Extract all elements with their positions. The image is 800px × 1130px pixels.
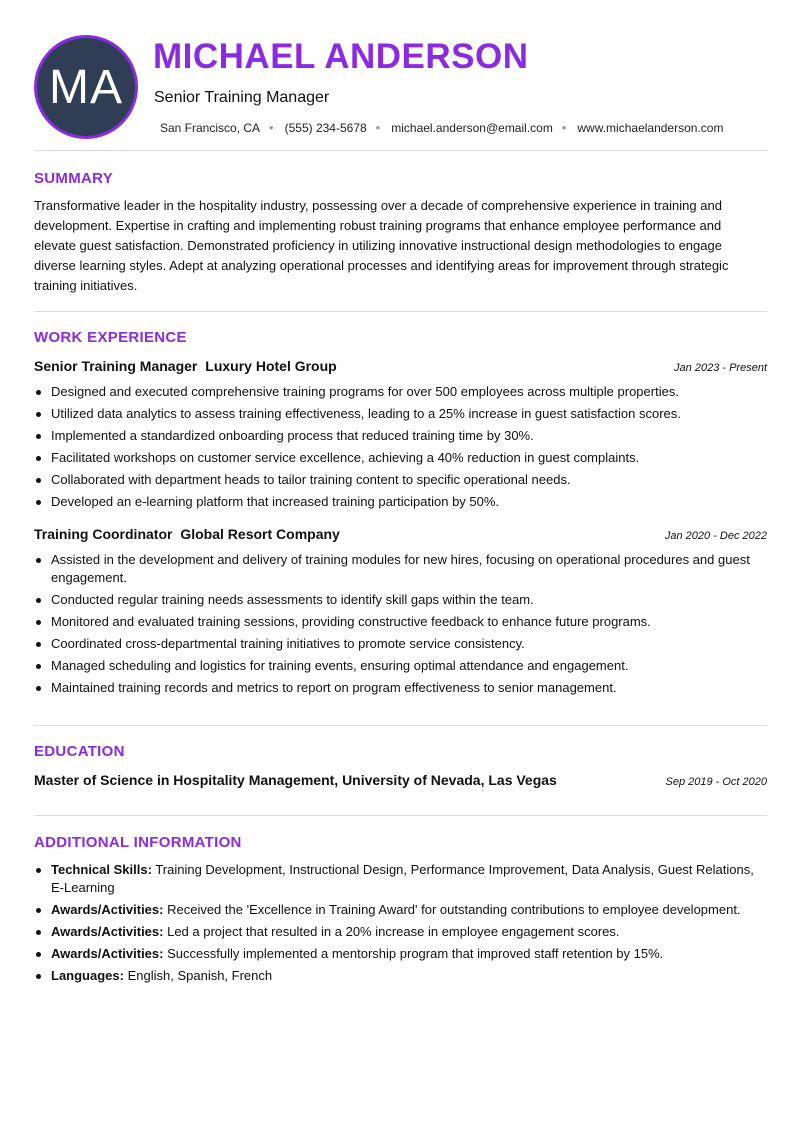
item-text: Led a project that resulted in a 20% increase in employee engagement scores. xyxy=(167,924,620,939)
separator-dot: • xyxy=(561,120,567,135)
contact-line xyxy=(160,120,723,135)
list-item: Developed an e-learning platform that increased training participation by 50%. xyxy=(34,493,764,511)
experience-heading: WORK EXPERIENCE xyxy=(34,329,187,346)
divider xyxy=(34,725,767,726)
job-title-line xyxy=(34,526,340,542)
list-item: Conducted regular training needs assessments to identify skill gaps within the team. xyxy=(34,591,764,609)
job-company: Luxury Hotel Group xyxy=(205,358,337,374)
job-header xyxy=(34,526,767,542)
list-item: Maintained training records and metrics to report on program effectiveness to senior management. xyxy=(34,679,764,697)
job-title-line xyxy=(34,358,337,374)
item-text: Training Development, Instructional Design, Performance Improvement, Data Analysis, Guest Relations, E-Learning xyxy=(51,862,754,895)
item-text: Successfully implemented a mentorship program that improved staff retention by 15%. xyxy=(167,946,664,961)
list-item xyxy=(34,861,764,897)
avatar-initials: MA xyxy=(49,60,123,114)
separator-dot: • xyxy=(375,120,381,135)
list-item: Implemented a standardized onboarding process that reduced training time by 30%. xyxy=(34,427,764,445)
job-bullets xyxy=(34,383,764,515)
list-item: Monitored and evaluated training sessions, providing constructive feedback to enhance future programs. xyxy=(34,613,764,631)
separator-dot: • xyxy=(269,120,274,135)
education-dates: Sep 2019 - Oct 2020 xyxy=(665,776,767,788)
job-title: Senior Training Manager xyxy=(34,358,198,374)
item-label: Technical Skills: xyxy=(51,862,152,877)
education-heading: EDUCATION xyxy=(34,743,125,760)
item-text: Received the 'Excellence in Training Award' for outstanding contributions to employee development. xyxy=(167,902,741,917)
job-dates: Jan 2020 - Dec 2022 xyxy=(664,530,767,542)
additional-heading: ADDITIONAL INFORMATION xyxy=(34,834,242,851)
item-label: Awards/Activities: xyxy=(51,902,164,917)
contact-location: San Francisco, CA xyxy=(160,120,261,135)
list-item: Coordinated cross-departmental training initiatives to promote service consistency. xyxy=(34,635,764,653)
list-item xyxy=(34,901,764,919)
candidate-title: Senior Training Manager xyxy=(154,89,330,106)
list-item: Assisted in the development and delivery of training modules for new hires, focusing on operational procedures and guest engagement. xyxy=(34,551,764,587)
degree: Master of Science in Hospitality Management, University of Nevada, Las Vegas xyxy=(34,772,557,788)
job-company: Global Resort Company xyxy=(180,526,340,542)
education-entry xyxy=(34,772,767,788)
divider xyxy=(34,815,767,816)
list-item xyxy=(34,945,764,963)
job-bullets xyxy=(34,551,764,701)
list-item: Managed scheduling and logistics for training events, ensuring optimal attendance and engagement. xyxy=(34,657,764,675)
list-item: Utilized data analytics to assess training effectiveness, leading to a 25% increase in guest satisfaction scores. xyxy=(34,405,764,423)
list-item xyxy=(34,923,764,941)
candidate-name: MICHAEL ANDERSON xyxy=(153,37,529,76)
contact-email[interactable]: michael.anderson@email.com xyxy=(391,120,553,135)
contact-website[interactable]: www.michaelanderson.com xyxy=(577,120,724,135)
list-item xyxy=(34,967,764,985)
avatar xyxy=(34,35,138,139)
divider xyxy=(34,150,767,151)
list-item: Facilitated workshops on customer service excellence, achieving a 40% reduction in guest complaints. xyxy=(34,449,764,467)
job-dates: Jan 2023 - Present xyxy=(674,362,767,374)
additional-list xyxy=(34,861,764,989)
list-item: Collaborated with department heads to tailor training content to specific operational needs. xyxy=(34,471,764,489)
summary-text: Transformative leader in the hospitality industry, possessing over a decade of comprehensive experience in training and development. Expertise in crafting and implementing robust training programs that enhance employee performance and elevate guest satisfaction. Demonstrated proficiency in utilizing innovative instructional design methodologies to engage diverse learning styles. Adept at analyzing operational processes and identifying areas for improvement through strategic training initiatives. xyxy=(34,198,729,293)
item-label: Awards/Activities: xyxy=(51,924,164,939)
item-label: Languages: xyxy=(51,968,124,983)
contact-phone: (555) 234-5678 xyxy=(284,120,367,135)
item-label: Awards/Activities: xyxy=(51,946,164,961)
job-title: Training Coordinator xyxy=(34,526,173,542)
summary-heading: SUMMARY xyxy=(34,170,114,187)
list-item: Designed and executed comprehensive training programs for over 500 employees across multiple properties. xyxy=(34,383,764,401)
job-header xyxy=(34,358,767,374)
divider xyxy=(34,311,767,312)
item-text: English, Spanish, French xyxy=(127,968,273,983)
